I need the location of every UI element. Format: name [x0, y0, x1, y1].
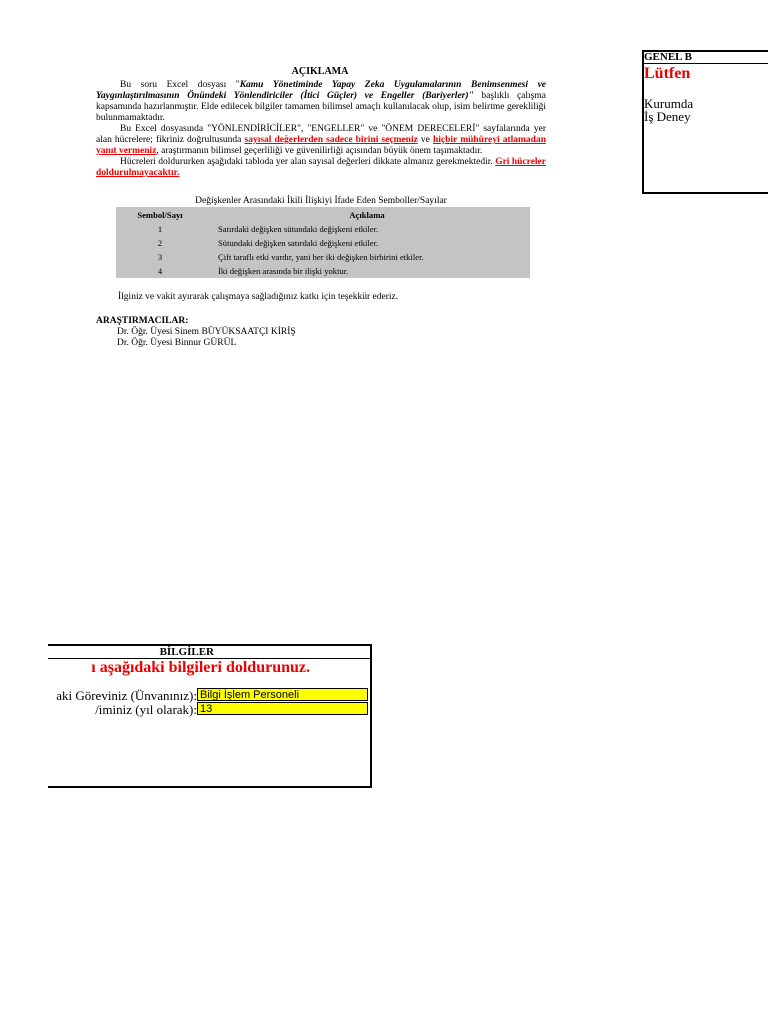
thanks-text: İlginiz ve vakit ayırarak çalışmaya sağladığınız katkı için teşekkür ederiz.	[118, 292, 399, 302]
experience-input-cell[interactable]: 13	[197, 702, 368, 715]
table-caption: Değişkenler Arasındaki İkili İlişkiyi İfade Eden Semboller/Sayılar	[195, 196, 447, 206]
symbol-cell: 4	[157, 266, 163, 276]
panel-header: GENEL B	[644, 52, 768, 64]
table-row	[116, 222, 530, 236]
symbol-cell: 1	[157, 224, 163, 234]
p2-text-b: ve	[417, 135, 433, 145]
researcher-1: Dr. Öğr. Üyesi Sinem BÜYÜKSAATÇI KİRİŞ	[117, 327, 296, 337]
table-row	[116, 264, 530, 278]
p2-text-c: , araştırmanın bilimsel geçerliliği ve güvenilirliği açısından büyük önem taşımaktadır.	[156, 146, 483, 156]
symbol-cell: 3	[157, 252, 163, 262]
p3-red: Gri hücreler doldurulmayacaktır.	[96, 157, 546, 178]
position-input-cell[interactable]: Bilgi İşlem Personeli	[197, 688, 368, 701]
p1-text-a: Bu soru Excel dosyası "	[120, 80, 240, 90]
description-cell: Çift taraflı etki vardır, yani her iki değişken birbirini etkiler.	[218, 252, 424, 262]
aciklama-title: AÇIKLAMA	[291, 66, 349, 77]
panel-header	[48, 646, 372, 659]
table-row	[116, 250, 530, 264]
p2-red-1: sayısal değerlerden sadece birini seçmeniz	[244, 135, 418, 145]
paragraph-1	[96, 80, 546, 124]
position-label: aki Göreviniz (Ünvanınız):	[56, 688, 197, 703]
p3-text-a: Hücreleri doldururken aşağıdaki tabloda yer alan sayısal değerleri dikkate almanız gerekmektedir.	[120, 157, 496, 167]
paragraph-3	[96, 157, 546, 179]
general-info-panel-bottom	[48, 644, 372, 788]
symbol-cell: 2	[157, 238, 163, 248]
researchers-title: ARAŞTIRMACILAR:	[96, 316, 189, 326]
intro-text	[96, 80, 546, 179]
general-info-panel-right	[642, 50, 768, 194]
p2-red-2: hiçbir mühüreyi atlamadan yanıt vermeniz	[96, 135, 546, 156]
study-title: Kamu Yönetiminde Yapay Zeka Uygulamalarının Benimsenmesi ve Yaygınlaştırılmasının Önündeki Yönlendiriciler (İtici Güçler) ve Engeller (Bariyerler)"	[96, 80, 547, 101]
experience-label: /iminiz (yıl olarak):	[95, 702, 197, 717]
researcher-2: Dr. Öğr. Üyesi Binnur GÜRÜL	[117, 338, 237, 348]
description-cell: Sütundaki değişken satırdaki değişkeni etkiler.	[218, 238, 379, 248]
panel-instruction: Lütfen	[644, 65, 691, 82]
panel-label-position: Kurumda	[644, 96, 694, 111]
panel-label-experience: İş Deney	[644, 109, 691, 124]
paragraph-2	[96, 124, 546, 157]
p2-text-a: Bu Excel dosyasında "YÖNLENDİRİCİLER", "ENGELLER" ve "ÖNEM DERECELERİ" sayfalarında yer alan hücrelere; fikriniz doğrultusunda	[96, 124, 546, 145]
description-cell: Satırdaki değişken sütundaki değişkeni etkiler.	[218, 224, 379, 234]
table-row	[116, 236, 530, 250]
panel-header-text: BİLGİLER	[159, 646, 214, 658]
p1-text-b: başlıklı çalışma kapsamında hazırlanmıştır. Elde edilecek bilgiler tamamen bilimsel amaçlı kullanılacak olup, isim belirtme gerekliliği bulunmamaktadır.	[96, 91, 546, 123]
description-cell: İki değişken arasında bir ilişki yoktur.	[218, 266, 349, 276]
panel-instruction: ı aşağıdaki bilgileri doldurunuz.	[91, 659, 310, 676]
header-symbol: Sembol/Sayı	[137, 209, 183, 220]
symbol-table	[116, 207, 530, 278]
header-description: Açıklama	[349, 209, 385, 220]
